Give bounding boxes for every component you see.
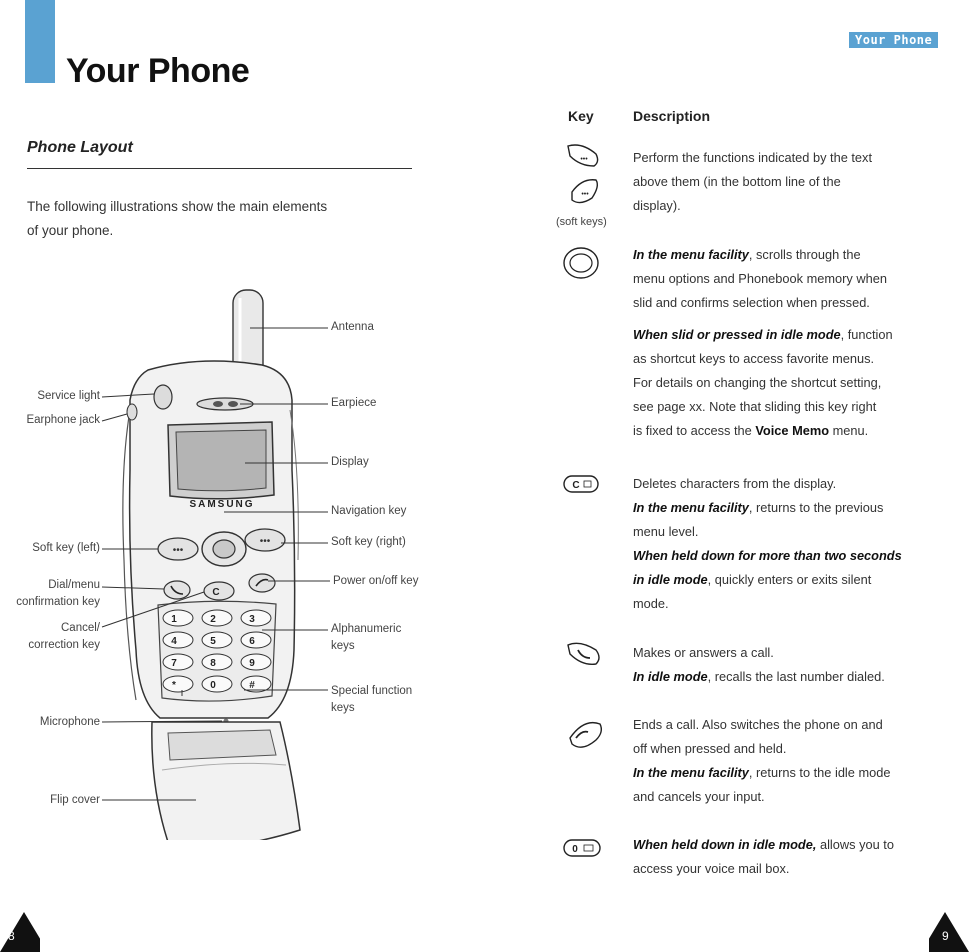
desc-clear-text-1: , returns to the previous xyxy=(748,500,884,515)
soft-keys-note: (soft keys) xyxy=(556,216,607,228)
desc-voicemail-line-2: access your voice mail box. xyxy=(633,861,790,876)
keypad-key-1 xyxy=(163,610,193,626)
section-divider xyxy=(27,168,412,169)
intro-text xyxy=(27,195,407,243)
label-earphone-jack: Earphone jack xyxy=(26,414,100,426)
desc-send-line-1: Makes or answers a call. xyxy=(633,645,774,660)
desc-soft-line-2: above them (in the bottom line of the xyxy=(633,174,841,189)
svg-text:•••: ••• xyxy=(581,191,589,198)
desc-end-emphasis: In the menu facility xyxy=(633,765,749,780)
keypad-key-label-12: # xyxy=(249,680,255,691)
clear-key-icon xyxy=(564,476,598,492)
desc-clear-line-3: menu level. xyxy=(633,524,699,539)
desc-clear-emphasis-1: In the menu facility xyxy=(633,500,749,515)
column-header-key: Key xyxy=(568,108,594,124)
title-accent-bar xyxy=(25,0,55,83)
desc-clear-line-6: mode. xyxy=(633,596,669,611)
brand-logo: SAMSUNG xyxy=(189,499,255,510)
desc-voicemail-emphasis: When held down in idle mode, xyxy=(633,837,817,852)
svg-text:•••: ••• xyxy=(172,545,184,556)
keypad-key-label-8: 8 xyxy=(210,658,216,669)
label-dial-line-2: confirmation key xyxy=(16,596,100,608)
desc-clear-text-3: , quickly enters or exits silent xyxy=(707,572,872,587)
desc-nav-text-1: , scrolls through the xyxy=(748,247,861,262)
intro-line-1: The following illustrations show the main elements xyxy=(27,199,328,214)
desc-nav-line-8a: is fixed to access the xyxy=(633,423,756,438)
keypad-key-label-4: 4 xyxy=(171,636,177,647)
label-navigation-key: Navigation key xyxy=(331,505,407,517)
desc-clear-key xyxy=(633,472,958,616)
end-key-icon xyxy=(570,723,601,748)
column-header-description: Description xyxy=(633,108,711,124)
label-antenna: Antenna xyxy=(331,321,374,333)
desc-end-text: , returns to the idle mode xyxy=(748,765,891,780)
desc-end-line-1: Ends a call. Also switches the phone on and xyxy=(633,717,883,732)
keypad-key-4 xyxy=(163,632,193,648)
keypad-key-7 xyxy=(163,654,193,670)
svg-text:C: C xyxy=(212,587,220,598)
running-header: Your Phone xyxy=(849,32,938,48)
intro-line-2: of your phone. xyxy=(27,223,114,238)
desc-voicemail-text: allows you to xyxy=(816,837,894,852)
label-power-key: Power on/off key xyxy=(333,575,419,587)
keypad-key-label-9: 9 xyxy=(249,658,255,669)
keypad-key-label-6: 6 xyxy=(249,636,255,647)
desc-nav-line-8b: menu. xyxy=(829,423,869,438)
desc-soft-line-3: display). xyxy=(633,198,681,213)
label-cancel-line-1: Cancel/ xyxy=(61,622,100,634)
phone-illustration xyxy=(0,280,470,840)
desc-clear-emphasis-3: in idle mode xyxy=(633,572,708,587)
label-soft-key-left: Soft key (left) xyxy=(32,542,100,554)
desc-nav-line-7: see page xx. Note that sliding this key right xyxy=(633,399,877,414)
label-special-line-1: Special function xyxy=(331,685,413,697)
service-light-shape xyxy=(154,385,172,409)
keypad-key-label-3: 3 xyxy=(249,614,255,625)
label-dial-line-1: Dial/menu xyxy=(48,579,100,591)
desc-end-line-4: and cancels your input. xyxy=(633,789,765,804)
desc-nav-line-5: as shortcut keys to access favorite menus. xyxy=(633,351,875,366)
keypad-key-label-7: 7 xyxy=(171,658,177,669)
label-soft-key-right: Soft key (right) xyxy=(331,536,406,548)
label-earpiece: Earpiece xyxy=(331,397,377,409)
label-display: Display xyxy=(331,456,369,468)
page-number-left: 8 xyxy=(8,929,15,943)
label-special-line-2: keys xyxy=(331,702,355,714)
desc-voicemail-key xyxy=(633,833,958,881)
keypad-key-10 xyxy=(163,676,193,692)
label-alphanumeric-line-2: keys xyxy=(331,640,355,652)
label-cancel-line-2: correction key xyxy=(28,639,100,651)
desc-end-line-2: off when pressed and held. xyxy=(633,741,787,756)
label-cancel-key xyxy=(28,620,100,654)
label-alphanumeric-line-1: Alphanumeric xyxy=(331,623,402,635)
keypad-key-label-11: 0 xyxy=(210,680,216,691)
page-tab-right xyxy=(929,912,969,952)
keypad-key-6 xyxy=(241,632,271,648)
label-dial-menu-key xyxy=(16,577,100,611)
end-key-shape xyxy=(249,574,275,592)
keypad-key-label-2: 2 xyxy=(210,614,216,625)
keypad-key-label-1: 1 xyxy=(171,614,177,625)
desc-nav-line-2: menu options and Phonebook memory when xyxy=(633,271,887,286)
keypad-key-8 xyxy=(202,654,232,670)
desc-send-key xyxy=(633,641,958,689)
send-key-icon xyxy=(568,643,599,664)
desc-send-text: , recalls the last number dialed. xyxy=(707,669,885,684)
svg-text:•••: ••• xyxy=(580,156,588,163)
page-number-right: 9 xyxy=(942,929,949,943)
desc-nav-line-6: For details on changing the shortcut setting, xyxy=(633,375,882,390)
soft-key-icon xyxy=(568,145,598,166)
desc-nav-emphasis-1: In the menu facility xyxy=(633,247,749,262)
desc-nav-line-3: slid and confirms selection when pressed. xyxy=(633,295,870,310)
navigation-key-icon xyxy=(564,248,598,278)
page-tab-left xyxy=(0,912,40,952)
desc-nav-emphasis-2: When slid or pressed in idle mode xyxy=(633,327,841,342)
soft-key-icon-2 xyxy=(572,180,597,203)
section-title: Phone Layout xyxy=(27,139,133,156)
keypad-key-label-5: 5 xyxy=(210,636,216,647)
label-microphone: Microphone xyxy=(39,716,100,728)
svg-text:•••: ••• xyxy=(259,536,271,547)
voicemail-key-icon xyxy=(564,840,600,856)
keypad-key-9 xyxy=(241,654,271,670)
keypad-key-label-10: * xyxy=(172,680,176,691)
desc-nav-text-2: , function xyxy=(840,327,893,342)
desc-soft-keys xyxy=(633,146,958,218)
desc-end-key xyxy=(633,713,958,809)
desc-navigation-key xyxy=(633,243,958,443)
svg-text:C: C xyxy=(572,480,580,491)
desc-clear-line-1: Deletes characters from the display. xyxy=(633,476,837,491)
label-service-light: Service light xyxy=(37,390,100,402)
keypad-key-3 xyxy=(241,610,271,626)
svg-text:0: 0 xyxy=(572,844,578,855)
earphone-jack-shape xyxy=(127,404,137,420)
keypad-key-2 xyxy=(202,610,232,626)
desc-clear-emphasis-2: When held down for more than two seconds xyxy=(633,548,902,563)
label-flip-cover: Flip cover xyxy=(50,794,100,806)
voice-memo-menu-name: Voice Memo xyxy=(755,423,830,438)
key-icons-column xyxy=(560,140,608,880)
label-alphanumeric-keys xyxy=(331,621,401,655)
keypad-key-11 xyxy=(202,676,232,692)
label-special-function-keys xyxy=(331,683,412,717)
desc-send-emphasis: In idle mode xyxy=(633,669,708,684)
desc-soft-line-1: Perform the functions indicated by the text xyxy=(633,150,873,165)
keypad-key-5 xyxy=(202,632,232,648)
page-title: Your Phone xyxy=(66,52,250,90)
send-key-shape xyxy=(164,581,190,599)
